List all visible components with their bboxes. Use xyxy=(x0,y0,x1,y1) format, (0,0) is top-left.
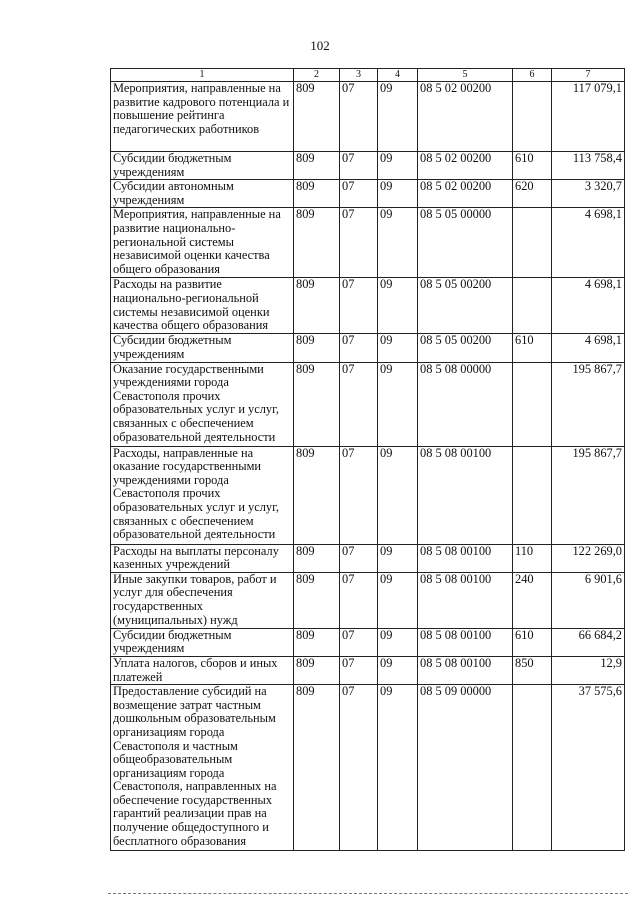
row-name-cell: Субсидии автономным учреждениям xyxy=(111,180,294,208)
row-section-code-cell: 07 xyxy=(340,572,378,628)
row-name-cell: Субсидии бюджетным учреждениям xyxy=(111,152,294,180)
row-subsection-code-cell: 09 xyxy=(378,278,418,334)
row-expense-type-cell: 610 xyxy=(513,628,552,656)
column-header: 1 xyxy=(111,69,294,82)
row-subsection-code-cell: 09 xyxy=(378,152,418,180)
row-amount-cell: 4 698,1 xyxy=(552,334,625,362)
row-section-code-cell: 07 xyxy=(340,180,378,208)
row-target-code-cell: 08 5 05 00200 xyxy=(418,278,513,334)
page-number: 102 xyxy=(310,38,330,53)
row-amount-cell: 12,9 xyxy=(552,656,625,684)
table-row xyxy=(111,656,625,684)
row-name-cell: Оказание государственными учреждениями города Севастополя прочих образовательных услуг и услуг, связанных с обеспечением образовательной деятельности xyxy=(111,362,294,446)
column-header: 4 xyxy=(378,69,418,82)
row-target-code-cell: 08 5 09 00000 xyxy=(418,685,513,851)
row-expense-type-cell: 240 xyxy=(513,572,552,628)
row-expense-type-cell xyxy=(513,82,552,152)
page-bottom-rule xyxy=(108,893,628,894)
row-dept-code-cell: 809 xyxy=(294,544,340,572)
row-name-cell: Мероприятия, направленные на развитие национально-региональной системы независимой оценки качества общего образования xyxy=(111,208,294,278)
row-target-code-cell: 08 5 08 00100 xyxy=(418,628,513,656)
table-row xyxy=(111,628,625,656)
row-section-code-cell: 07 xyxy=(340,208,378,278)
table-row xyxy=(111,685,625,851)
row-subsection-code-cell: 09 xyxy=(378,544,418,572)
row-expense-type-cell: 610 xyxy=(513,152,552,180)
table-row xyxy=(111,544,625,572)
row-amount-cell: 66 684,2 xyxy=(552,628,625,656)
row-amount-cell: 37 575,6 xyxy=(552,685,625,851)
row-amount-cell: 3 320,7 xyxy=(552,180,625,208)
row-name-cell: Расходы на развитие национально-региональной системы независимой оценки качества общего образования xyxy=(111,278,294,334)
table-row xyxy=(111,572,625,628)
row-subsection-code-cell: 09 xyxy=(378,82,418,152)
row-target-code-cell: 08 5 02 00200 xyxy=(418,180,513,208)
table-row xyxy=(111,362,625,446)
table-row xyxy=(111,208,625,278)
table-header-row xyxy=(111,69,625,82)
row-target-code-cell: 08 5 05 00000 xyxy=(418,208,513,278)
row-expense-type-cell xyxy=(513,446,552,544)
row-expense-type-cell: 610 xyxy=(513,334,552,362)
row-name-cell: Предоставление субсидий на возмещение затрат частным дошкольным образовательным организациям города Севастополя и частным общеобразовательным организациям города Севастополя, направленных на обеспечение государственных гарантий реализации прав на получение общедоступного и бесплатного образования xyxy=(111,685,294,851)
row-name-cell: Мероприятия, направленные на развитие кадрового потенциала и повышение рейтинга педагогических работников xyxy=(111,82,294,152)
row-amount-cell: 195 867,7 xyxy=(552,446,625,544)
row-subsection-code-cell: 09 xyxy=(378,334,418,362)
row-subsection-code-cell: 09 xyxy=(378,362,418,446)
row-section-code-cell: 07 xyxy=(340,446,378,544)
row-section-code-cell: 07 xyxy=(340,152,378,180)
row-dept-code-cell: 809 xyxy=(294,82,340,152)
table-row xyxy=(111,446,625,544)
row-dept-code-cell: 809 xyxy=(294,152,340,180)
row-amount-cell: 195 867,7 xyxy=(552,362,625,446)
row-name-cell: Расходы на выплаты персоналу казенных учреждений xyxy=(111,544,294,572)
row-amount-cell: 4 698,1 xyxy=(552,278,625,334)
row-name-cell: Иные закупки товаров, работ и услуг для обеспечения государственных (муниципальных) нужд xyxy=(111,572,294,628)
row-target-code-cell: 08 5 08 00100 xyxy=(418,446,513,544)
row-target-code-cell: 08 5 08 00000 xyxy=(418,362,513,446)
row-amount-cell: 122 269,0 xyxy=(552,544,625,572)
row-target-code-cell: 08 5 05 00200 xyxy=(418,334,513,362)
row-expense-type-cell xyxy=(513,278,552,334)
row-target-code-cell: 08 5 08 00100 xyxy=(418,656,513,684)
row-subsection-code-cell: 09 xyxy=(378,572,418,628)
row-expense-type-cell xyxy=(513,208,552,278)
row-subsection-code-cell: 09 xyxy=(378,208,418,278)
table-row xyxy=(111,180,625,208)
row-section-code-cell: 07 xyxy=(340,278,378,334)
row-section-code-cell: 07 xyxy=(340,628,378,656)
row-subsection-code-cell: 09 xyxy=(378,180,418,208)
table-row xyxy=(111,152,625,180)
column-header: 3 xyxy=(340,69,378,82)
row-target-code-cell: 08 5 08 00100 xyxy=(418,572,513,628)
row-dept-code-cell: 809 xyxy=(294,446,340,544)
row-name-cell: Субсидии бюджетным учреждениям xyxy=(111,628,294,656)
row-dept-code-cell: 809 xyxy=(294,362,340,446)
row-expense-type-cell: 850 xyxy=(513,656,552,684)
row-target-code-cell: 08 5 08 00100 xyxy=(418,544,513,572)
row-amount-cell: 117 079,1 xyxy=(552,82,625,152)
column-header: 5 xyxy=(418,69,513,82)
table-row xyxy=(111,278,625,334)
row-amount-cell: 4 698,1 xyxy=(552,208,625,278)
column-header: 2 xyxy=(294,69,340,82)
row-section-code-cell: 07 xyxy=(340,656,378,684)
row-dept-code-cell: 809 xyxy=(294,278,340,334)
table-row xyxy=(111,82,625,152)
row-section-code-cell: 07 xyxy=(340,82,378,152)
row-dept-code-cell: 809 xyxy=(294,334,340,362)
row-dept-code-cell: 809 xyxy=(294,572,340,628)
row-name-cell: Уплата налогов, сборов и иных платежей xyxy=(111,656,294,684)
row-dept-code-cell: 809 xyxy=(294,208,340,278)
row-amount-cell: 6 901,6 xyxy=(552,572,625,628)
row-dept-code-cell: 809 xyxy=(294,656,340,684)
row-dept-code-cell: 809 xyxy=(294,180,340,208)
row-name-cell: Субсидии бюджетным учреждениям xyxy=(111,334,294,362)
row-subsection-code-cell: 09 xyxy=(378,628,418,656)
row-dept-code-cell: 809 xyxy=(294,685,340,851)
row-subsection-code-cell: 09 xyxy=(378,685,418,851)
row-expense-type-cell: 110 xyxy=(513,544,552,572)
row-dept-code-cell: 809 xyxy=(294,628,340,656)
row-expense-type-cell xyxy=(513,362,552,446)
row-section-code-cell: 07 xyxy=(340,362,378,446)
row-target-code-cell: 08 5 02 00200 xyxy=(418,152,513,180)
row-expense-type-cell xyxy=(513,685,552,851)
column-header: 7 xyxy=(552,69,625,82)
row-section-code-cell: 07 xyxy=(340,334,378,362)
row-section-code-cell: 07 xyxy=(340,544,378,572)
row-subsection-code-cell: 09 xyxy=(378,656,418,684)
row-subsection-code-cell: 09 xyxy=(378,446,418,544)
row-target-code-cell: 08 5 02 00200 xyxy=(418,82,513,152)
row-amount-cell: 113 758,4 xyxy=(552,152,625,180)
budget-table xyxy=(110,68,625,851)
table-row xyxy=(111,334,625,362)
row-section-code-cell: 07 xyxy=(340,685,378,851)
column-header: 6 xyxy=(513,69,552,82)
row-name-cell: Расходы, направленные на оказание государственными учреждениями города Севастополя прочих образовательных услуг и услуг, связанных с обеспечением образовательной деятельности xyxy=(111,446,294,544)
row-expense-type-cell: 620 xyxy=(513,180,552,208)
